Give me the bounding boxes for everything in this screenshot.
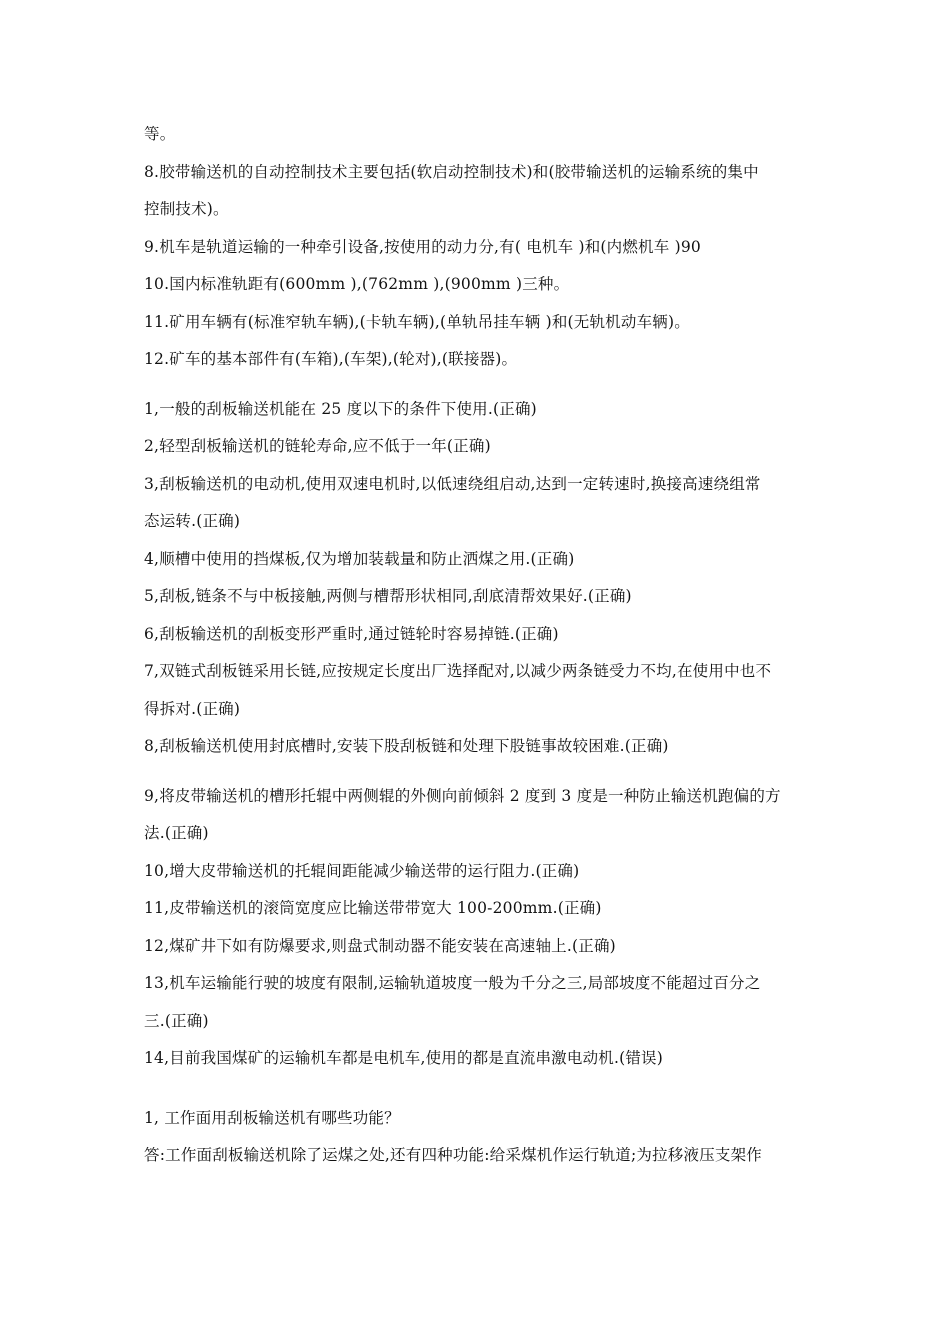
text-line: 5,刮板,链条不与中板接触,两侧与槽帮形状相同,刮底清帮效果好.(正确) xyxy=(144,587,632,605)
answer-line: 答:工作面刮板输送机除了运煤之处,还有四种功能:给采煤机作运行轨道;为拉移液压支架作 xyxy=(144,1146,762,1164)
judgement-section-b xyxy=(144,778,810,1078)
text-line: 12.矿车的基本部件有(车箱),(车架),(轮对),(联接器)。 xyxy=(144,350,518,368)
judgement-section-a xyxy=(144,391,810,766)
text-line: 13,机车运输能行驶的坡度有限制,运输轨道坡度一般为千分之三,局部坡度不能超过百分之 xyxy=(144,974,761,992)
text-line: 控制技术)。 xyxy=(144,200,229,218)
text-line: 11.矿用车辆有(标准窄轨车辆),(卡轨车辆),(单轨吊挂车辆 )和(无轨机动车辆)。 xyxy=(144,312,690,331)
text-line: 态运转.(正确) xyxy=(144,512,241,530)
text-line: 4,顺槽中使用的挡煤板,仅为增加装载量和防止洒煤之用.(正确) xyxy=(144,549,575,568)
section-spacer xyxy=(144,379,810,391)
text-line: 10.国内标准轨距有(600mm ),(762mm ),(900mm )三种。 xyxy=(144,275,570,293)
text-line: 3,刮板输送机的电动机,使用双速电机时,以低速绕组启动,达到一定转速时,换接高速绕组常 xyxy=(144,474,761,493)
text-line: 等。 xyxy=(144,125,176,143)
text-line: 6,刮板输送机的刮板变形严重时,通过链轮时容易掉链.(正确) xyxy=(144,624,559,643)
section-spacer xyxy=(144,1078,810,1100)
text-line: 10,增大皮带输送机的托辊间距能减少输送带的运行阻力.(正确) xyxy=(144,861,580,880)
text-line: 三.(正确) xyxy=(144,1011,209,1030)
text-line: 11,皮带输送机的滚筒宽度应比输送带带宽大 100-200mm.(正确) xyxy=(144,899,602,917)
text-line: 9.机车是轨道运输的一种牵引设备,按使用的动力分,有( 电机车 )和(内燃机车 )90 xyxy=(144,237,701,256)
document-body xyxy=(144,116,810,1175)
text-line: 7,双链式刮板链采用长链,应按规定长度出厂选择配对,以减少两条链受力不均,在使用中也不 xyxy=(144,662,772,680)
question-line: 1, 工作面用刮板输送机有哪些功能？ xyxy=(144,1108,400,1127)
text-line: 8,刮板输送机使用封底槽时,安装下股刮板链和处理下股链事故较困难.(正确) xyxy=(144,737,669,755)
fill-in-section xyxy=(144,116,810,379)
text-line: 12,煤矿井下如有防爆要求,则盘式制动器不能安装在高速轴上.(正确) xyxy=(144,936,616,955)
text-line: 8.胶带输送机的自动控制技术主要包括(软启动控制技术)和(胶带输送机的运输系统的集中 xyxy=(144,162,759,181)
text-line: 得拆对.(正确) xyxy=(144,699,241,718)
text-line: 2,轻型刮板输送机的链轮寿命,应不低于一年(正确) xyxy=(144,437,491,455)
text-line: 法.(正确) xyxy=(144,824,209,842)
text-line: 9,将皮带输送机的槽形托辊中两侧辊的外侧向前倾斜 2 度到 3 度是一种防止输送机跑偏的方 xyxy=(144,786,781,805)
section-spacer xyxy=(144,766,810,778)
text-line: 14,目前我国煤矿的运输机车都是电机车,使用的都是直流串激电动机.(错误) xyxy=(144,1049,664,1067)
text-line: 1,一般的刮板输送机能在 25 度以下的条件下使用.(正确) xyxy=(144,399,537,418)
qa-section xyxy=(144,1100,810,1175)
